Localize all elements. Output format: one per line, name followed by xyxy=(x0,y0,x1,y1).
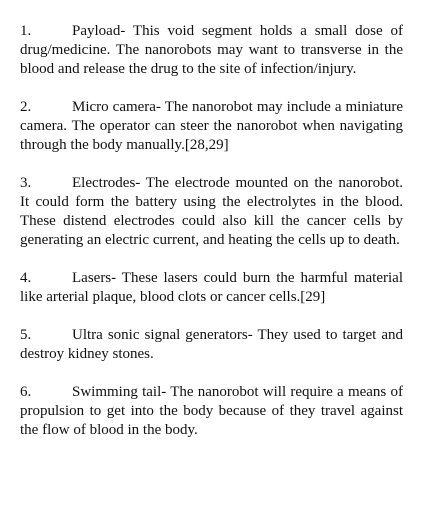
document-page xyxy=(20,22,403,459)
item-text: Electrodes- The electrode mounted on the nanorobot. It could form the battery using the electrolytes in the blood. These distend electrodes could also kill the cancer cells by generating an electric current, and heating the cells up to death. xyxy=(20,175,403,248)
item-number: 5. xyxy=(20,327,32,343)
item-number: 1. xyxy=(20,23,32,39)
item-number: 6. xyxy=(20,384,32,400)
list-item-ultrasonic xyxy=(20,326,403,364)
list-item-electrodes xyxy=(20,174,403,250)
list-item-payload xyxy=(20,22,403,79)
item-text: Micro camera- The nanorobot may include a miniature camera. The operator can steer the nanorobot when navigating through the body manually.[28,29] xyxy=(20,99,403,153)
item-number: 3. xyxy=(20,175,32,191)
item-text: Lasers- These lasers could burn the harmful material like arterial plaque, blood clots or cancer cells.[29] xyxy=(20,270,403,305)
item-number: 2. xyxy=(20,99,32,115)
item-text: Ultra sonic signal generators- They used to target and destroy kidney stones. xyxy=(20,327,403,362)
list-item-swimming-tail xyxy=(20,383,403,440)
item-number: 4. xyxy=(20,270,32,286)
item-text: Swimming tail- The nanorobot will require a means of propulsion to get into the body because of they travel against the flow of blood in the body. xyxy=(20,384,403,438)
list-item-lasers xyxy=(20,269,403,307)
list-item-micro-camera xyxy=(20,98,403,155)
item-text: Payload- This void segment holds a small dose of drug/medicine. The nanorobots may want to transverse in the blood and release the drug to the site of infection/injury. xyxy=(20,23,403,77)
